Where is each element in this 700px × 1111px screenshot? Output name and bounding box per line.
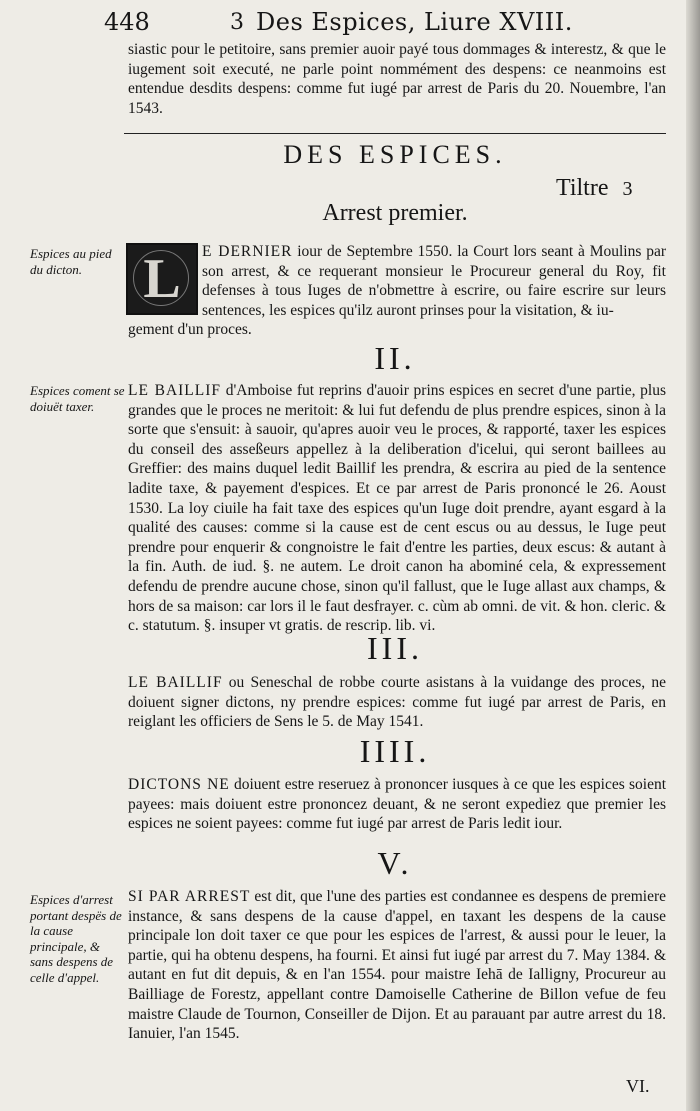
section-5-lead-word: SI PAR ARREST <box>128 888 251 905</box>
title-rule <box>124 133 666 134</box>
section-5-text: est dit, que l'une des parties est condannee es despens de premiere instance, & sans despens de la cause d'appel, en taxant les despens de la cause principale lon doit taxer ce que pour les espices de l'arrest, & aussi pour le leuer, la partie, qui ha obtenu despens, ha fourni. Et ainsi fut iugé par arrest du 7. May 1384. & autant en fut dit depuis, & en l'an 1554. pour maistre Iehā de Ialligny, Procureur au Bailliage de Forestz, appellant contre Damoiselle Catherine de Billon vefue de feu maistre Claude de Tournon, Conseiller de Dijon. Et au parauant par autre arrest du 18. Ianuier, l'an 1545. <box>128 888 667 1043</box>
lead-paragraph: siastic pour le petitoire, sans premier auoir payé tous dommages & interestz, & que le iugement soit executé, ne parle point nommément des despens: ce neanmoins est entendue desdits despens: comme fut iugé par arrest de Paris du 20. Nouembre, l'an 1543. <box>128 41 666 117</box>
margin-note-2: Espices coment se doiuët taxer. <box>30 383 125 414</box>
catchword: VI. <box>626 1076 650 1096</box>
page-gutter-shadow <box>686 0 700 1111</box>
tiltre-number: 3 <box>622 178 633 200</box>
chapter-title: DES ESPICES. <box>283 140 507 169</box>
section-3-text: ou Seneschal de robbe courte asistans à la vuidange des proces, ne doiuent signer dictons, ny prendre espices: comme fut iugé par arrest de Paris, en reiglant les officiers de Sens le 5. de May 1541. <box>128 674 666 731</box>
section-1-paragraph <box>202 242 666 320</box>
section-4-paragraph <box>128 775 666 834</box>
page-number: 448 <box>104 8 150 36</box>
section-4-numeral: IIII. <box>359 733 431 769</box>
section-2-text: d'Amboise fut reprins d'auoir prins espices en secret d'une partie, plus grandes que le proces ne meritoit: & lui fut defendu de plus prendre espices, sinon à la sorte que s'ensuit: à sauoir, qu'apres auoir veu le proces, & rapporté, taxer les espices du conseil des asseßeurs appellez à la deliberation d'icelui, qui seront baillees au Greffier: des mains duquel ledit Baillif les prendra, & escrira au pied de la sentence ladite taxe, & payement d'espices. Et ce par arrest de Paris prononcé le 26. Aoust 1530. La loy ciuile ha fait taxe des espices qu'un Iuge doit prendre, ayant esgard à la qualité des causes: comme si la cause est de cent escus ou au dessus, le Iuge peut prendre pour enquerir & congnoistre le fait d'entre les parties, deux escus: & autant à la fin. Auth. de iud. §. ne autem. Le droit canon ha abominé cela, & expressement defendu de prendre aucune chose, sinon qu'il fallust, que le Iuge allast aux champs, & hors de sa maison: car lors il le faut desfrayer. c. cùm ab omni. de vit. & hon. cleric. & c. statutum. §. insuper vt gratis. de rescrip. lib. vi. <box>128 382 667 635</box>
tiltre-label <box>556 175 632 202</box>
section-5-paragraph <box>128 887 666 1044</box>
tiltre-word: Tiltre <box>556 175 609 201</box>
section-4-lead-word: DICTONS NE <box>128 776 230 793</box>
decorated-initial <box>126 243 198 315</box>
running-header <box>104 8 664 42</box>
section-2-paragraph <box>128 381 666 636</box>
section-3-numeral: III. <box>367 630 423 666</box>
section-1-text: iour de Septembre 1550. la Court lors seant à Moulins par son arrest, & ce requerant monsieur le Procureur general du Roy, fit defenses à tous Iuges de n'obmettre à escrire, ou faire escrire sur leurs sentences, les espices qu'ilz auront prinses pour la visitation, & iu- <box>202 243 666 319</box>
running-title: Des Espices, Liure XVIII. <box>256 8 573 36</box>
initial-letter: L <box>143 248 181 310</box>
section-2-numeral: II. <box>374 340 416 376</box>
section-3-paragraph <box>128 673 666 732</box>
arrest-heading: Arrest premier. <box>322 200 468 226</box>
section-4-text: doiuent estre reseruez à prononcer iusques à ce que les espices soient payees: mais doiuent estre prononcez deuant, & ne seront expediez que premier les espices ne soient payees: comme fut iugé par arrest de Paris ledit iour. <box>128 776 667 833</box>
section-5-numeral: V. <box>377 845 413 881</box>
section-1-paragraph-end: gement d'un proces. <box>128 321 252 338</box>
section-3-lead-word: LE BAILLIF <box>128 674 223 691</box>
signature-mark: 3 <box>230 10 244 35</box>
section-2-lead-word: LE BAILLIF <box>128 382 222 399</box>
section-1-lead-word: E DERNIER <box>202 243 293 260</box>
margin-note-1: Espices au pied du dicton. <box>30 246 112 277</box>
margin-note-5: Espices d'arrest portant despës de la cause principale, & sans despens de celle d'appel. <box>30 892 122 985</box>
